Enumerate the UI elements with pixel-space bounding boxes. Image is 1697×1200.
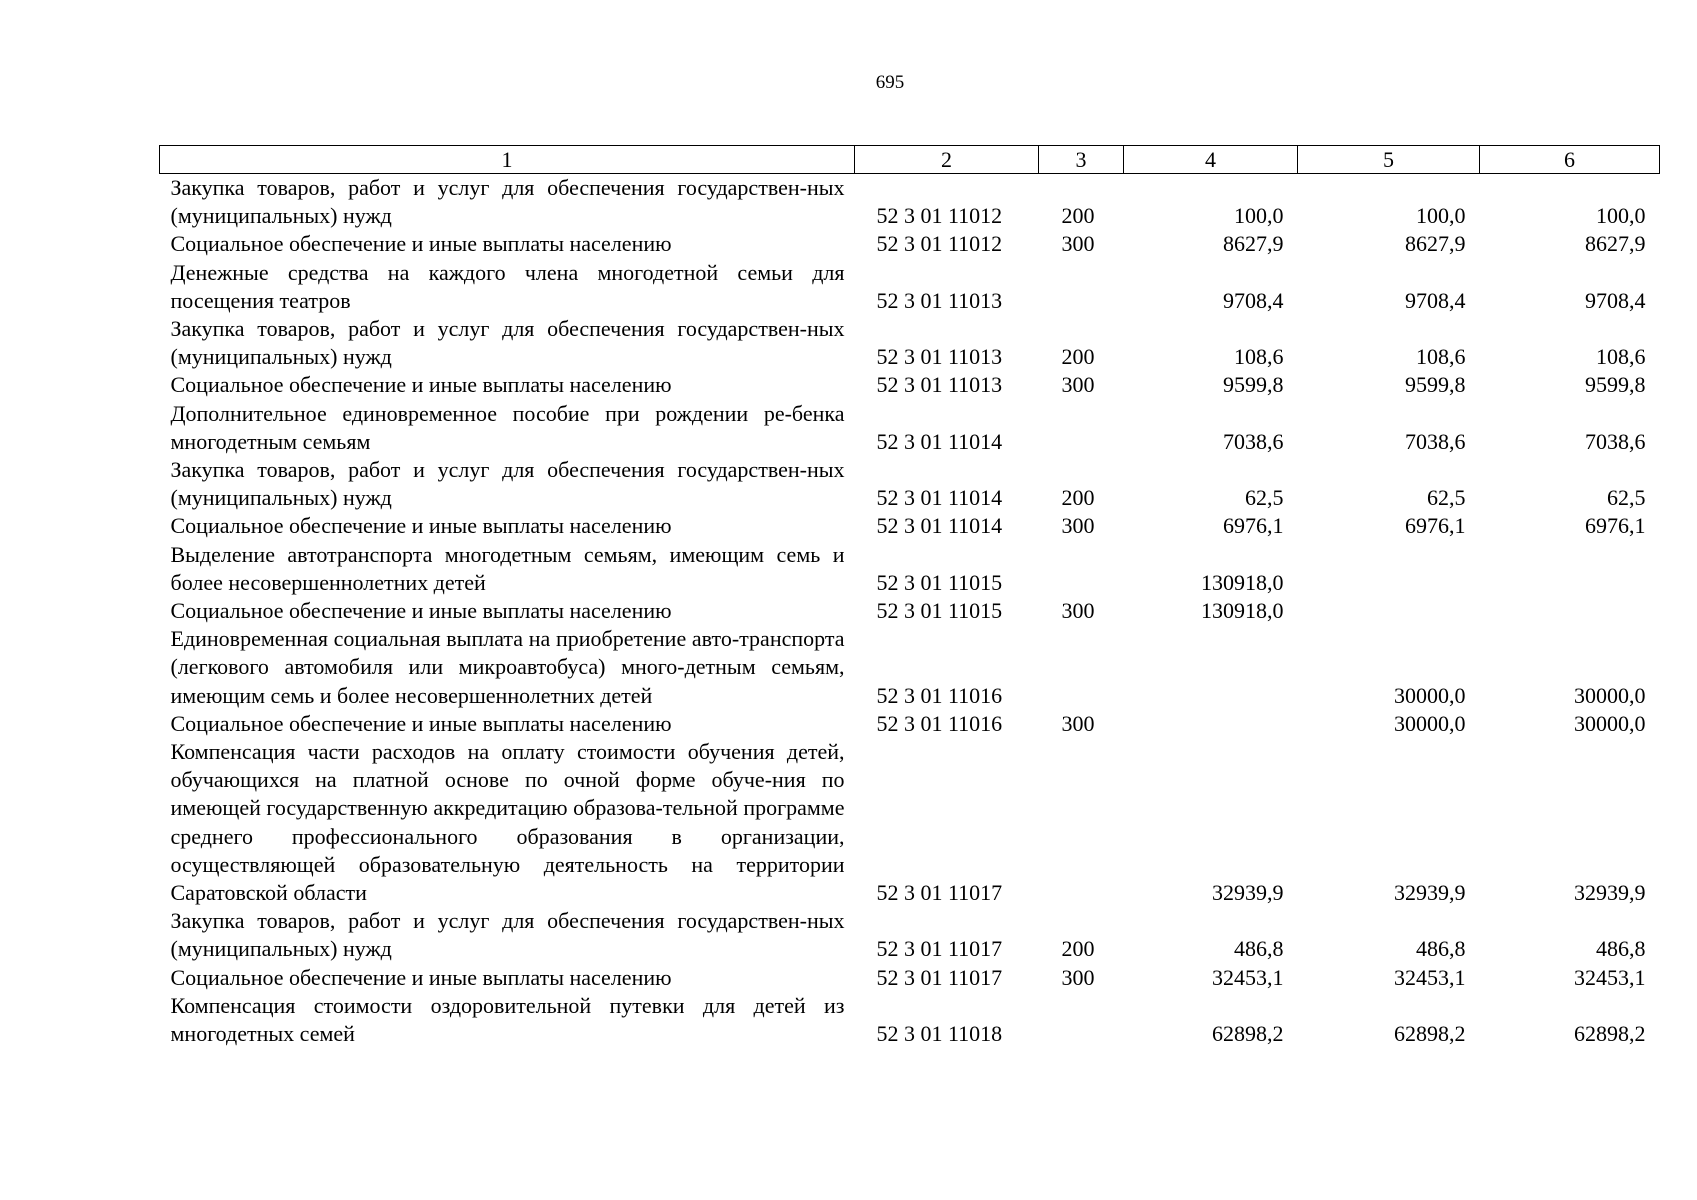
row-code: 52 3 01 11013 [876,372,1003,398]
row-code: 52 3 01 11016 [876,710,1003,736]
row-expense-type: 300 [1061,513,1095,539]
row-value-col6: 6976,1 [1585,513,1646,539]
table-row [160,315,1660,371]
row-code: 52 3 01 11013 [876,287,1003,313]
table-row [160,259,1660,315]
row-name: Социальное обеспечение и иные выплаты населению [170,372,672,398]
row-code: 52 3 01 11018 [876,1021,1003,1047]
row-value-col5: 32939,9 [1394,880,1466,906]
table-row [160,992,1660,1048]
row-name: Социальное обеспечение и иные выплаты населению [170,513,672,539]
row-name: Закупка товаров, работ и услуг для обеспечения государствен-ных (муниципальных) нужд [170,908,845,962]
table-row [160,710,1660,738]
row-value-col5 [1298,541,1480,597]
row-value-col6: 32939,9 [1574,880,1646,906]
row-value-col4 [1124,625,1298,710]
row-value-col5: 108,6 [1416,344,1466,370]
row-value-col4: 9708,4 [1223,287,1284,313]
table-row [160,597,1660,625]
row-value-col4: 108,6 [1234,344,1284,370]
row-value-col5: 30000,0 [1394,710,1466,736]
row-expense-type: 200 [1061,485,1095,511]
table-row [160,371,1660,399]
row-value-col5: 30000,0 [1394,682,1466,708]
row-expense-type: 300 [1061,598,1095,624]
row-name: Единовременная социальная выплата на приобретение авто-транспорта (легкового автомобиля или микроавтобуса) много-детным семьям, имеющим семь и более несовершеннолетних детей [170,626,845,708]
row-name: Социальное обеспечение и иные выплаты населению [170,710,672,736]
row-value-col6: 100,0 [1596,203,1646,229]
row-code: 52 3 01 11012 [876,203,1003,229]
row-expense-type [1039,992,1124,1048]
row-value-col6: 9708,4 [1585,287,1646,313]
row-value-col5: 7038,6 [1405,428,1466,454]
row-expense-type: 200 [1061,344,1095,370]
table-row [160,625,1660,710]
row-expense-type: 200 [1061,936,1095,962]
row-expense-type [1039,400,1124,456]
column-number-5: 5 [1298,146,1480,174]
row-code: 52 3 01 11014 [876,513,1003,539]
row-value-col6: 9599,8 [1585,372,1646,398]
row-value-col4: 6976,1 [1223,513,1284,539]
row-value-col4: 32453,1 [1212,964,1284,990]
budget-table [159,145,1660,1048]
table-header [160,146,1660,174]
row-value-col6: 486,8 [1596,936,1646,962]
row-value-col4: 486,8 [1234,936,1284,962]
row-value-col5: 100,0 [1416,203,1466,229]
row-value-col6: 30000,0 [1574,710,1646,736]
row-code: 52 3 01 11016 [876,682,1003,708]
row-value-col6: 30000,0 [1574,682,1646,708]
table-row [160,964,1660,992]
row-code: 52 3 01 11012 [876,231,1003,257]
row-value-col6: 108,6 [1596,344,1646,370]
row-code: 52 3 01 11014 [876,485,1003,511]
row-expense-type: 300 [1061,231,1095,257]
row-name: Денежные средства на каждого члена многодетной семьи для посещения театров [170,259,845,313]
row-value-col5: 8627,9 [1405,231,1466,257]
table-row [160,400,1660,456]
row-name: Социальное обеспечение и иные выплаты населению [170,598,672,624]
row-code: 52 3 01 11017 [876,936,1003,962]
row-value-col6 [1480,541,1660,597]
column-number-2: 2 [855,146,1039,174]
table-row [160,456,1660,512]
row-value-col6 [1480,597,1660,625]
row-value-col5: 6976,1 [1405,513,1466,539]
row-value-col4 [1124,710,1298,738]
row-expense-type: 300 [1061,372,1095,398]
row-value-col5: 9599,8 [1405,372,1466,398]
row-value-col4: 32939,9 [1212,880,1284,906]
row-value-col5 [1298,597,1480,625]
row-name: Закупка товаров, работ и услуг для обеспечения государствен-ных (муниципальных) нужд [170,175,845,229]
row-value-col4: 62898,2 [1212,1021,1284,1047]
row-expense-type [1039,738,1124,907]
row-expense-type [1039,541,1124,597]
table-row [160,174,1660,231]
row-name: Социальное обеспечение и иные выплаты населению [170,231,672,257]
row-value-col4: 130918,0 [1201,598,1284,624]
row-name: Социальное обеспечение и иные выплаты населению [170,964,672,990]
table-row [160,512,1660,540]
row-value-col4: 62,5 [1245,485,1284,511]
row-value-col4: 100,0 [1234,203,1284,229]
row-value-col4: 130918,0 [1201,569,1284,595]
table-body [160,174,1660,1049]
row-name: Дополнительное единовременное пособие при рождении ре-бенка многодетным семьям [170,400,845,454]
row-expense-type [1039,259,1124,315]
row-name: Закупка товаров, работ и услуг для обеспечения государствен-ных (муниципальных) нужд [170,316,845,370]
row-value-col6: 8627,9 [1585,231,1646,257]
row-name: Компенсация части расходов на оплату стоимости обучения детей, обучающихся на платной основе по очной форме обуче-ния по имеющей государственную аккредитацию образова-тельной программе среднего профессионального образования в организации, осуществляющей образовательную деятельность на территории Саратовской области [170,739,845,906]
page-number: 695 [875,72,905,93]
row-value-col5: 62,5 [1427,485,1466,511]
table-row [160,541,1660,597]
column-number-1: 1 [160,146,855,174]
row-expense-type: 300 [1061,710,1095,736]
row-name: Компенсация стоимости оздоровительной путевки для детей из многодетных семей [170,992,845,1047]
row-value-col5: 9708,4 [1405,287,1466,313]
row-code: 52 3 01 11013 [876,344,1003,370]
row-code: 52 3 01 11015 [876,569,1003,595]
row-expense-type: 200 [1061,203,1095,229]
row-value-col6: 32453,1 [1574,964,1646,990]
column-number-row [160,146,1660,174]
row-name: Выделение автотранспорта многодетным семьям, имеющим семь и более несовершеннолетних детей [170,541,845,595]
row-value-col4: 8627,9 [1223,231,1284,257]
row-value-col4: 7038,6 [1223,428,1284,454]
row-value-col4: 9599,8 [1223,372,1284,398]
row-code: 52 3 01 11017 [876,964,1003,990]
row-expense-type: 300 [1061,964,1095,990]
row-name: Закупка товаров, работ и услуг для обеспечения государствен-ных (муниципальных) нужд [170,457,845,511]
row-code: 52 3 01 11017 [876,880,1003,906]
row-value-col6: 62898,2 [1574,1021,1646,1047]
row-value-col6: 62,5 [1607,485,1646,511]
row-expense-type [1039,625,1124,710]
column-number-3: 3 [1039,146,1124,174]
row-value-col5: 486,8 [1416,936,1466,962]
row-value-col5: 32453,1 [1394,964,1466,990]
column-number-6: 6 [1480,146,1660,174]
row-value-col5: 62898,2 [1394,1021,1466,1047]
row-value-col6: 7038,6 [1585,428,1646,454]
column-number-4: 4 [1124,146,1298,174]
row-code: 52 3 01 11014 [876,428,1003,454]
row-code: 52 3 01 11015 [876,598,1003,624]
table-row [160,738,1660,907]
table-row [160,230,1660,258]
table-row [160,907,1660,963]
